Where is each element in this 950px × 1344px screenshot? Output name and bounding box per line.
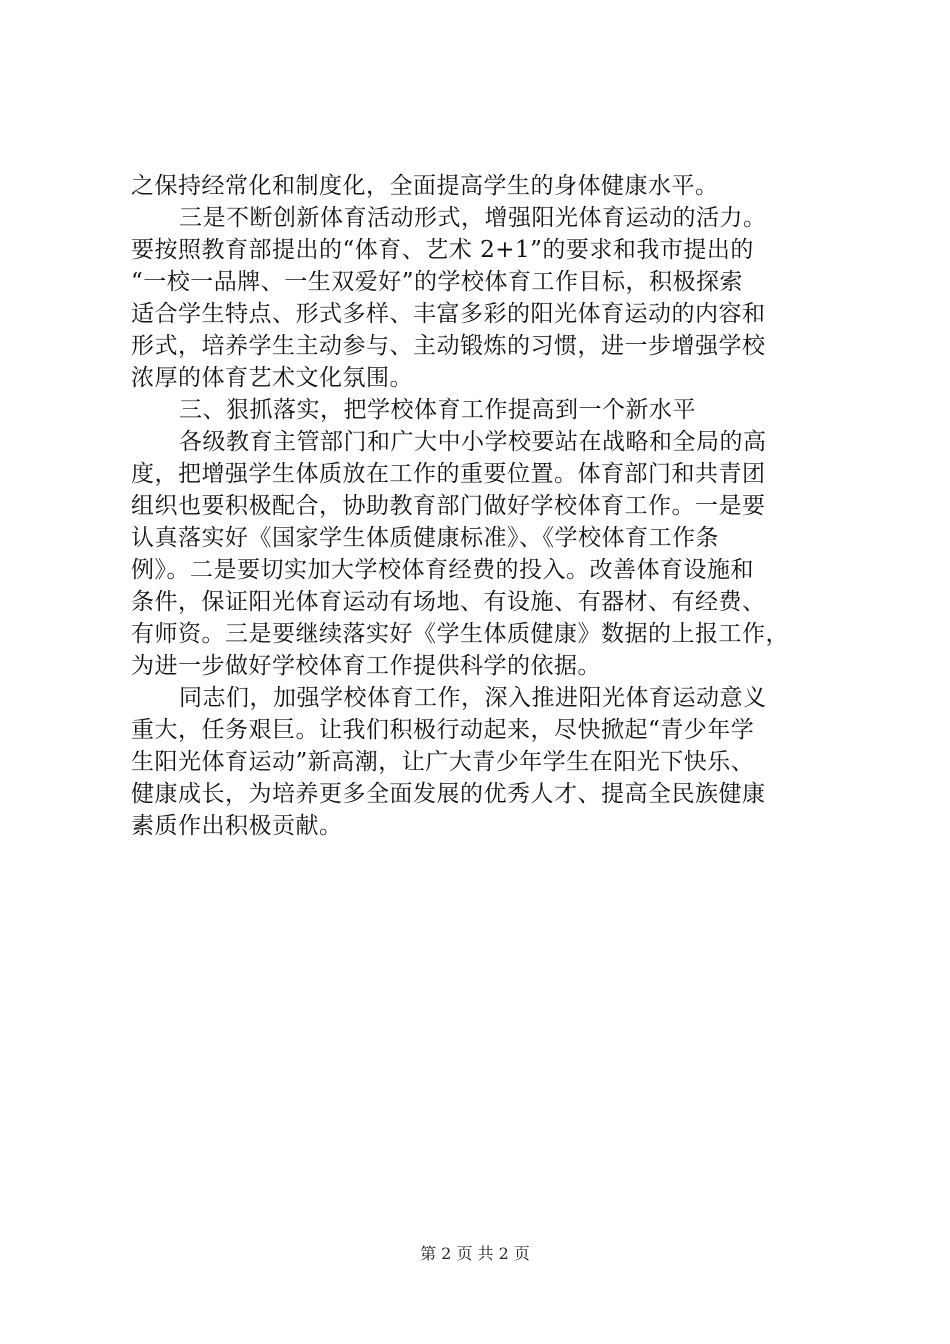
text-line: 组织也要积极配合，协助教育部门做好学校体育工作。一是要 (131, 493, 766, 519)
document-body (131, 170, 831, 842)
text-line: 适合学生特点、形式多样、丰富多彩的阳光体育运动的内容和 (131, 301, 766, 327)
text-line: 同志们，加强学校体育工作，深入推进阳光体育运动意义 (179, 685, 767, 711)
text-line: 各级教育主管部门和广大中小学校要站在战略和全局的高 (179, 429, 767, 455)
page-footer: 第 2 页 共 2 页 (420, 1244, 530, 1263)
text-line: 认真落实好《国家学生体质健康标准》、《学校体育工作条 (131, 525, 719, 551)
text-line: 要按照教育部提出的“体育、艺术 2+1”的要求和我市提出的 (131, 237, 754, 263)
text-line: 之保持经常化和制度化，全面提高学生的身体健康水平。 (131, 173, 719, 199)
text-line: 有师资。三是要继续落实好《学生体质健康》数据的上报工作， (131, 621, 789, 647)
text-line: 例》。二是要切实加大学校体育经费的投入。改善体育设施和 (131, 557, 754, 583)
text-line: 条件，保证阳光体育运动有场地、有设施、有器材、有经费、 (131, 589, 766, 615)
text-line: 健康成长，为培养更多全面发展的优秀人才、提高全民族健康 (131, 781, 766, 807)
text-line: 浓厚的体育艺术文化氛围。 (131, 365, 413, 391)
text-line: 度，把增强学生体质放在工作的重要位置。体育部门和共青团 (131, 461, 766, 487)
text-line: 形式，培养学生主动参与、主动锻炼的习惯，进一步增强学校 (131, 333, 766, 359)
text-line: 重大，任务艰巨。让我们积极行动起来，尽快掀起“青少年学 (131, 717, 755, 743)
text-line: 为进一步做好学校体育工作提供科学的依据。 (131, 653, 601, 679)
text-line: 素质作出积极贡献。 (131, 813, 343, 839)
text-line: 三、狠抓落实，把学校体育工作提高到一个新水平 (179, 397, 696, 423)
text-line: 三是不断创新体育活动形式，增强阳光体育运动的活力。 (179, 205, 767, 231)
text-line: “一校一品牌、一生双爱好”的学校体育工作目标，积极探索 (131, 269, 744, 295)
text-line: 生阳光体育运动”新高潮，让广大青少年学生在阳光下快乐、 (131, 749, 755, 775)
